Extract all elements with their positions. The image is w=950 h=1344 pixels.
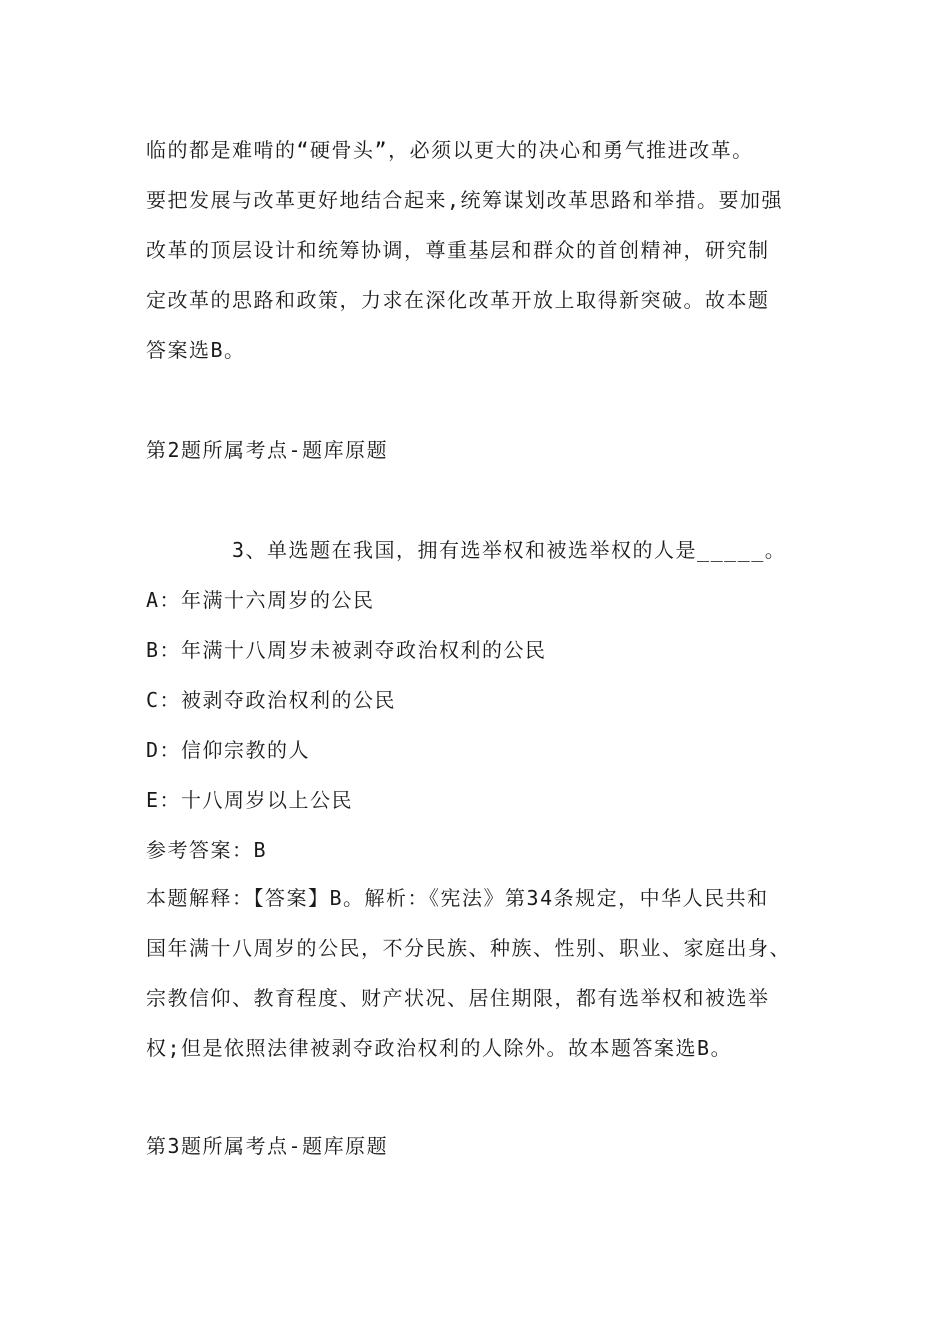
q3-explanation-line: 宗教信仰、教育程度、财产状况、居住期限，都有选举权和被选举 — [146, 986, 770, 1010]
q3-explanation-line: 国年满十八周岁的公民，不分民族、种族、性别、职业、家庭出身、 — [146, 936, 791, 960]
q2-topic-label: 第2题所属考点-题库原题 — [146, 438, 389, 462]
prev-explanation-line: 要把发展与改革更好地结合起来,统筹谋划改革思路和举措。要加强 — [146, 188, 784, 212]
q3-stem: 3、单选题在我国，拥有选举权和被选举权的人是_____。 — [232, 538, 787, 562]
prev-explanation-line: 定改革的思路和政策，力求在深化改革开放上取得新突破。故本题 — [146, 288, 770, 312]
prev-explanation-line: 改革的顶层设计和统筹协调，尊重基层和群众的首创精神，研究制 — [146, 238, 770, 262]
prev-explanation-line: 答案选B。 — [146, 338, 246, 362]
q3-answer: 参考答案：B — [146, 838, 268, 862]
q3-option-c: C：被剥夺政治权利的公民 — [146, 688, 397, 712]
q3-topic-label: 第3题所属考点-题库原题 — [146, 1134, 389, 1158]
q3-option-d: D：信仰宗教的人 — [146, 738, 311, 762]
prev-explanation-line: 临的都是难啃的“硬骨头”，必须以更大的决心和勇气推进改革。 — [146, 138, 754, 162]
q3-option-a: A：年满十六周岁的公民 — [146, 588, 375, 612]
q3-option-e: E：十八周岁以上公民 — [146, 788, 354, 812]
q3-option-b: B：年满十八周岁未被剥夺政治权利的公民 — [146, 638, 547, 662]
q3-explanation-line: 权;但是依照法律被剥夺政治权利的人除外。故本题答案选B。 — [146, 1036, 733, 1060]
q3-explanation-line: 本题解释：【答案】B。解析：《宪法》第34条规定，中华人民共和 — [146, 886, 769, 910]
